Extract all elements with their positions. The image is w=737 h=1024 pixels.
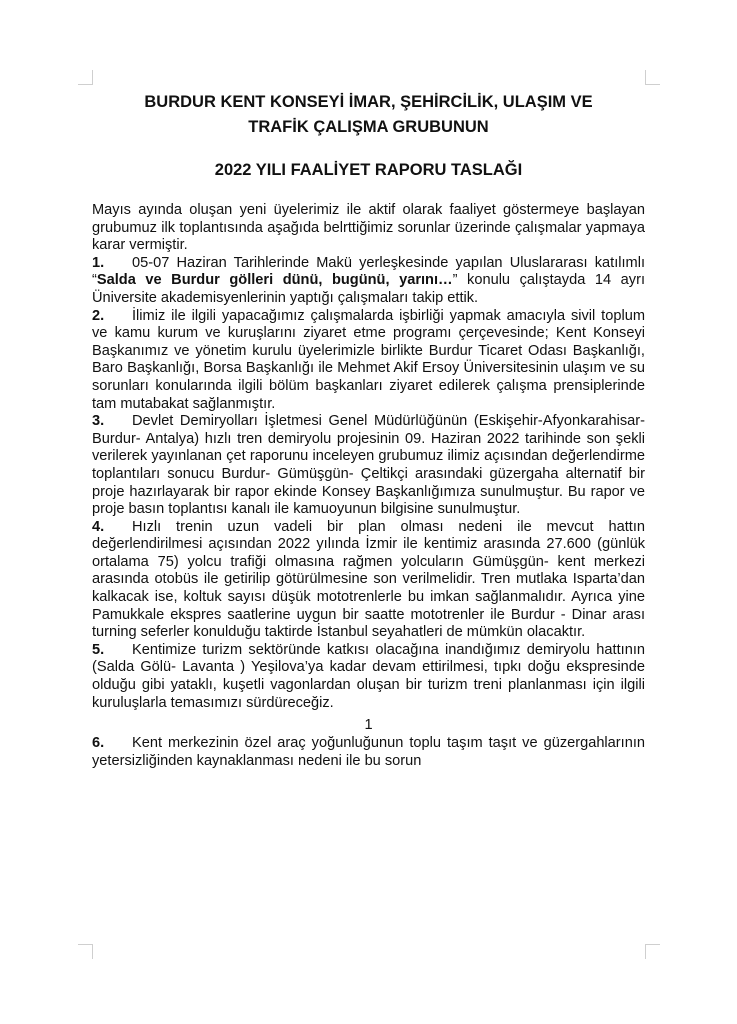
item-text-after: ” konulu çalıştayda 14 ayrı Üniversite akademisyenlerinin yaptığı çalışmaları takip ettik. bbox=[92, 272, 645, 306]
page-corner-mark bbox=[78, 70, 93, 85]
title-line-2: TRAFİK ÇALIŞMA GRUBUNUN bbox=[248, 118, 489, 136]
page-corner-mark bbox=[645, 944, 660, 959]
item-text: Hızlı trenin uzun vadeli bir plan olması nedeni ile mevcut hattın değerlendirilmesi açısından 2022 yılında İzmir ile kentimiz arasında 27.600 (günlük ortalama 75) yolcu trafiği olmasına rağmen yolcuların Gümüşgün- kent merkezi arasında otobüs ile getirilip götürülmesine son verilmelidir. Tren mutlaka Isparta’dan kalkacak ise, koltuk sayısı düşük mototrenlerle bu imkan sağlanmalıdır. Ayrıca yine Pamukkale ekspres saatlerine uygun bir saatte mototrenler ile Burdur - Dinar arası turning seferler konulduğu taktirde İstanbul seyahatleri de mümkün olacaktır. bbox=[92, 518, 645, 641]
page-corner-mark bbox=[645, 70, 660, 85]
document-content bbox=[92, 90, 645, 770]
item-number: 1. bbox=[92, 254, 105, 271]
list-item-4 bbox=[92, 519, 645, 642]
item-number: 2. bbox=[92, 307, 105, 324]
item-bold-title: Salda ve Burdur gölleri dünü, bugünü, yarını… bbox=[96, 272, 453, 289]
item-number: 6. bbox=[92, 735, 105, 752]
item-text: Devlet Demiryolları İşletmesi Genel Müdürlüğünün (Eskişehir-Afyonkarahisar- Burdur- Antalya) hızlı tren demiryolu projesinin 09. Haziran 2022 tarihinde son şekli verilerek yayınlanan çet raporunu inceleyen grubumuz ilimiz açısından değerlendirme toplantıları sonucu Burdur- Gümüşgün- Çeltikçi arasındaki güzergaha alternatif bir proje hazırlayarak bir rapor ekinde Konsey Başkanlığımıza sunulmuştur. Bu rapor ve proje basın toplantısı kanalı ile kamuoyunun bilgisine sunulmuştur. bbox=[92, 413, 645, 518]
item-text: Kent merkezinin özel araç yoğunluğunun toplu taşım taşıt ve güzergahlarının yetersizliğinden kaynaklanması nedeni ile bu sorun bbox=[92, 735, 645, 769]
item-text: İlimiz ile ilgili yapacağımız çalışmalarda işbirliği yapmak amacıyla sivil toplum ve kamu kurum ve kuruşlarını ziyaret etme programı çerçevesinde; Kent Konseyi Başkanımız ve yönetim kurulu üyelerimizle birlikte Burdur Ticaret Odası Başkanlığı, Baro Başkanlığı, Borsa Başkanlığı ile Mehmet Akif Ersoy Üniversitesinin ulaşım ve su sorunları konularında ilgili bölüm başkanları ziyaret edilerek çalışma prensiplerinde tam mutabakat sağlanmıştır. bbox=[92, 307, 645, 412]
page-number: 1 bbox=[364, 717, 373, 734]
item-number: 3. bbox=[92, 413, 105, 430]
list-item-5 bbox=[92, 642, 645, 712]
list-item-3 bbox=[92, 413, 645, 519]
page-corner-mark bbox=[78, 944, 93, 959]
item-text: Kentimize turizm sektöründe katkısı olacağına inandığımız demiryolu hattının (Salda Gölü- Lavanta ) Yeşilova’ya kadar devam ettirilmesi, tıpkı doğu ekspresinde olduğu gibi yataklı, kuşetli vagonlardan oluşan bir turizm treni planlanması için ilgili kuruluşlarla temasımızı sürdüreceğiz. bbox=[92, 641, 645, 711]
document-subtitle: 2022 YILI FAALİYET RAPORU TASLAĞI bbox=[214, 161, 523, 179]
list-item-1 bbox=[92, 255, 645, 308]
document-title bbox=[92, 90, 645, 140]
list-item-6 bbox=[92, 735, 645, 770]
intro-paragraph: Mayıs ayında oluşan yeni üyelerimiz ile aktif olarak faaliyet göstermeye başlayan grubumuz ilk toplantısında aşağıda belrttiğimiz sorunlar üzerinde çalışmalar yapmaya karar vermiştir. bbox=[92, 202, 645, 254]
title-line-1: BURDUR KENT KONSEYİ İMAR, ŞEHİRCİLİK, ULAŞIM VE bbox=[144, 93, 593, 111]
list-item-2 bbox=[92, 308, 645, 414]
item-number: 4. bbox=[92, 518, 105, 535]
item-number: 5. bbox=[92, 641, 105, 658]
item-text-before: 05-07 Haziran Tarihlerinde Makü yerleşkesinde yapılan Uluslararası katılımlı “ bbox=[92, 254, 645, 289]
